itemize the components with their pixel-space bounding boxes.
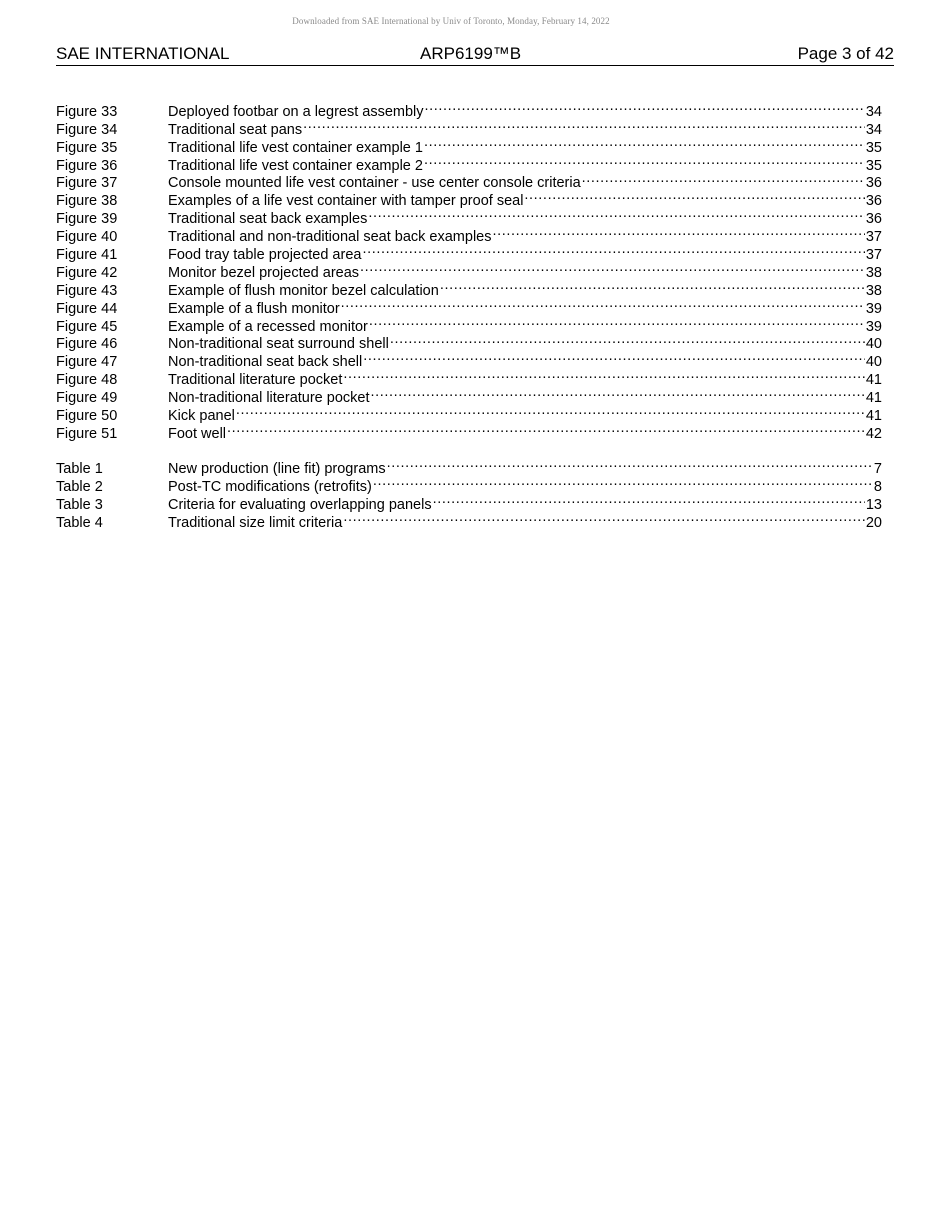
entry-number: Table 1 <box>56 460 103 477</box>
entry-title: Traditional life vest container example 2 <box>168 157 423 174</box>
entry-page: 38 <box>865 282 882 299</box>
entry-page: 36 <box>865 193 882 210</box>
entry-title: Example of flush monitor bezel calculation <box>168 282 439 299</box>
entry-title: Non-traditional seat back shell <box>168 354 363 371</box>
entry-page: 42 <box>865 425 882 442</box>
entry-number: Figure 51 <box>56 425 118 442</box>
entry-title: Traditional seat pans <box>168 121 303 138</box>
dot-leader <box>343 509 865 527</box>
entry-page: 8 <box>873 478 882 495</box>
entry-number: Figure 44 <box>56 300 118 317</box>
dot-leader <box>227 420 865 438</box>
dot-leader <box>524 187 864 205</box>
entry-page: 39 <box>865 300 882 317</box>
entry-page: 38 <box>865 264 882 281</box>
entry-page: 41 <box>865 408 882 425</box>
dot-leader <box>368 205 865 223</box>
entry-number: Figure 41 <box>56 247 118 264</box>
entry-page: 20 <box>865 514 882 531</box>
dot-leader <box>387 455 873 473</box>
entry-page: 13 <box>865 496 882 513</box>
entry-page: 40 <box>865 354 882 371</box>
dot-leader <box>236 402 865 420</box>
entry-title: Console mounted life vest container - use center console criteria <box>168 175 581 192</box>
header-page-number: Page 3 of 42 <box>797 44 894 63</box>
entry-page: 40 <box>865 336 882 353</box>
entry-number: Figure 49 <box>56 390 118 407</box>
entry-page: 35 <box>865 139 882 156</box>
entry-number: Figure 35 <box>56 139 118 156</box>
entry-title: Kick panel <box>168 408 235 425</box>
entry-number: Figure 40 <box>56 229 118 246</box>
dot-leader <box>360 259 865 277</box>
entry-page: 7 <box>873 460 882 477</box>
header-document-id: ARP6199™B <box>420 44 522 63</box>
entry-title: Traditional literature pocket <box>168 372 343 389</box>
entry-number: Figure 43 <box>56 282 118 299</box>
entry-page: 41 <box>865 390 882 407</box>
entry-title: Deployed footbar on a legrest assembly <box>168 103 424 120</box>
dot-leader <box>371 384 865 402</box>
list-of-tables <box>56 455 882 531</box>
entry-title: Non-traditional seat surround shell <box>168 336 389 353</box>
dot-leader <box>369 313 865 331</box>
entry-number: Table 3 <box>56 496 103 513</box>
dot-leader <box>343 366 865 384</box>
list-of-figures <box>56 98 882 442</box>
dot-leader <box>390 331 865 349</box>
entry-title: Criteria for evaluating overlapping panels <box>168 496 432 513</box>
dot-leader <box>440 277 865 295</box>
entry-number: Table 2 <box>56 478 103 495</box>
download-watermark: Downloaded from SAE International by Univ of Toronto, Monday, February 14, 2022 <box>292 16 610 26</box>
dot-leader <box>341 295 865 313</box>
entry-title: Food tray table projected area <box>168 247 362 264</box>
entry-number: Figure 47 <box>56 354 118 371</box>
entry-title: Foot well <box>168 425 227 442</box>
entry-number: Table 4 <box>56 514 103 531</box>
entry-page: 34 <box>865 103 882 120</box>
entry-page: 39 <box>865 318 882 335</box>
entry-title: Traditional size limit criteria <box>168 514 343 531</box>
entry-page: 35 <box>865 157 882 174</box>
entry-title: Post-TC modifications (retrofits) <box>168 478 372 495</box>
entry-number: Figure 36 <box>56 157 118 174</box>
entry-title: Example of a recessed monitor <box>168 318 368 335</box>
entry-number: Figure 39 <box>56 211 118 228</box>
dot-leader <box>363 348 865 366</box>
entry-title: Monitor bezel projected areas <box>168 264 360 281</box>
dot-leader <box>425 98 865 116</box>
entry-title: Examples of a life vest container with tamper proof seal <box>168 193 524 210</box>
entry-title: New production (line fit) programs <box>168 460 386 477</box>
dot-leader <box>492 223 864 241</box>
header-organization: SAE INTERNATIONAL <box>56 44 230 63</box>
dot-leader <box>582 170 865 188</box>
entry-page: 36 <box>865 175 882 192</box>
page-header <box>56 44 894 66</box>
toc-row-table[interactable] <box>56 455 882 477</box>
entry-number: Figure 45 <box>56 318 118 335</box>
entry-number: Figure 33 <box>56 103 118 120</box>
toc-row-figure[interactable] <box>56 98 882 120</box>
entry-page: 41 <box>865 372 882 389</box>
dot-leader <box>303 116 865 134</box>
entry-title: Non-traditional literature pocket <box>168 390 370 407</box>
entry-title: Example of a flush monitor <box>168 300 340 317</box>
entry-number: Figure 46 <box>56 336 118 353</box>
entry-number: Figure 50 <box>56 408 118 425</box>
entry-title: Traditional seat back examples <box>168 211 368 228</box>
entry-title: Traditional life vest container example 1 <box>168 139 423 156</box>
entry-number: Figure 42 <box>56 264 118 281</box>
entry-page: 37 <box>865 247 882 264</box>
entry-number: Figure 38 <box>56 193 118 210</box>
entry-number: Figure 37 <box>56 175 118 192</box>
entry-number: Figure 48 <box>56 372 118 389</box>
entry-page: 36 <box>865 211 882 228</box>
entry-number: Figure 34 <box>56 121 118 138</box>
entry-page: 34 <box>865 121 882 138</box>
entry-title: Traditional and non-traditional seat back examples <box>168 229 492 246</box>
dot-leader <box>373 473 873 491</box>
entry-page: 37 <box>865 229 882 246</box>
dot-leader <box>424 134 865 152</box>
dot-leader <box>362 241 864 259</box>
dot-leader <box>424 152 865 170</box>
dot-leader <box>433 491 865 509</box>
